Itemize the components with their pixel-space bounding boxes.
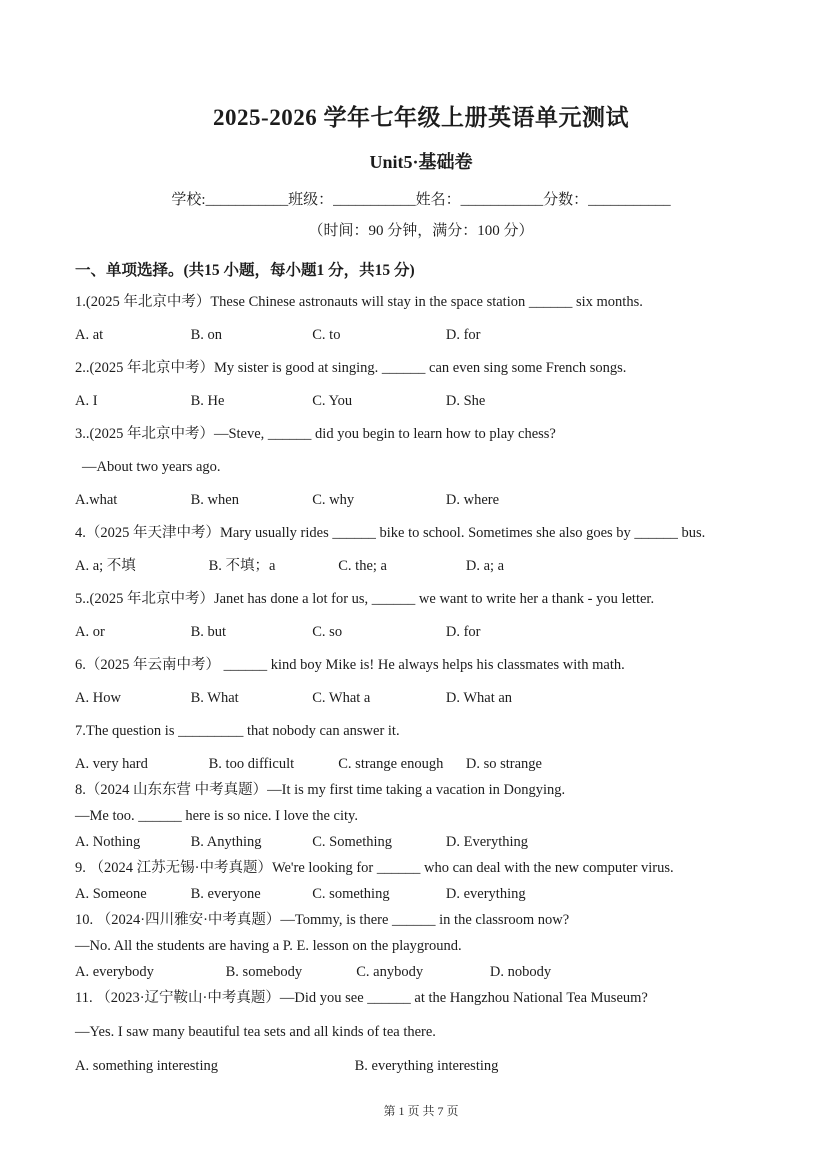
option-b: B. but xyxy=(190,624,227,640)
option-a: A. very hard xyxy=(75,756,148,772)
option-d: D. She xyxy=(445,393,486,409)
option-b: B. He xyxy=(190,393,225,409)
option-b: B. everyone xyxy=(190,886,261,902)
question-10-options xyxy=(75,962,767,982)
option-d: D. What an xyxy=(445,690,513,706)
page-subtitle: Unit5·基础卷 xyxy=(369,152,473,172)
option-d: D. nobody xyxy=(489,964,552,980)
question-8-reply: —Me too. ______ here is so nice. I love the city. xyxy=(75,808,358,824)
question-9-options xyxy=(75,884,767,904)
option-b: B. somebody xyxy=(225,964,303,980)
question-6-text: 6.（2025 年云南中考） ______ kind boy Mike is! He always helps his classmates with math. xyxy=(75,657,625,673)
option-a: A. How xyxy=(75,690,121,706)
option-d: D. Everything xyxy=(445,834,529,850)
question-8 xyxy=(75,780,767,852)
question-5-text: 5..(2025 年北京中考）Janet has done a lot for us, ______ we want to write her a thank - you letter. xyxy=(75,591,655,607)
question-6-options xyxy=(75,688,767,708)
option-a: A. I xyxy=(75,393,98,409)
option-a: A. Someone xyxy=(75,886,147,902)
question-11-options xyxy=(75,1056,767,1076)
question-2-options xyxy=(75,391,767,411)
question-8-text: 8.（2024 山东东营 中考真题）—It is my first time taking a vacation in Dongying. xyxy=(75,782,566,798)
question-10-reply: —No. All the students are having a P. E. lesson on the playground. xyxy=(75,938,462,954)
page-footer: 第 1 页 共 7 页 xyxy=(383,1104,459,1118)
option-c: C. strange enough xyxy=(338,756,444,772)
question-1 xyxy=(75,292,767,345)
student-info-line: 学校:___________班级：___________姓名：___________分数：___________ xyxy=(171,192,671,208)
option-b: B. when xyxy=(190,492,239,508)
option-c: C. so xyxy=(312,624,343,640)
option-b: B. What xyxy=(190,690,239,706)
question-5 xyxy=(75,589,767,642)
question-8-options xyxy=(75,832,767,852)
question-4-text: 4.（2025 年天津中考）Mary usually rides ______ bike to school. Sometimes she also goes by ______ bus. xyxy=(75,525,706,541)
option-a: A. something interesting xyxy=(75,1058,218,1074)
option-c: C. why xyxy=(312,492,355,508)
option-c: C. anybody xyxy=(356,964,424,980)
question-11 xyxy=(75,988,767,1076)
question-4 xyxy=(75,523,767,576)
option-b: B. everything interesting xyxy=(354,1058,499,1074)
option-a: A. or xyxy=(75,624,105,640)
option-b: B. too difficult xyxy=(208,756,295,772)
option-d: D. for xyxy=(445,327,481,343)
option-b: B. Anything xyxy=(190,834,262,850)
question-6 xyxy=(75,655,767,708)
option-d: D. where xyxy=(445,492,500,508)
question-2 xyxy=(75,358,767,411)
option-c: C. You xyxy=(312,393,353,409)
question-2-text: 2..(2025 年北京中考）My sister is good at singing. ______ can even sing some French songs. xyxy=(75,360,627,376)
question-11-text: 11. （2023·辽宁鞍山·中考真题）—Did you see ______ at the Hangzhou National Tea Museum? xyxy=(75,990,648,1006)
question-7-text: 7.The question is _________ that nobody can answer it. xyxy=(75,723,400,739)
question-3-options xyxy=(75,490,767,510)
question-10-text: 10. （2024·四川雅安·中考真题）—Tommy, is there ______ in the classroom now? xyxy=(75,912,570,928)
option-d: D. for xyxy=(445,624,481,640)
question-7 xyxy=(75,721,767,774)
option-b: B. on xyxy=(190,327,223,343)
question-5-options xyxy=(75,622,767,642)
option-c: C. What a xyxy=(312,690,371,706)
question-10 xyxy=(75,910,767,982)
question-1-options xyxy=(75,325,767,345)
question-3 xyxy=(75,424,767,510)
question-3-reply: —About two years ago. xyxy=(82,459,221,475)
question-11-reply: —Yes. I saw many beautiful tea sets and all kinds of tea there. xyxy=(75,1024,436,1040)
option-a: A.what xyxy=(75,492,118,508)
question-1-text: 1.(2025 年北京中考）These Chinese astronauts will stay in the space station ______ six months. xyxy=(75,294,643,310)
option-d: D. everything xyxy=(445,886,526,902)
option-c: C. Something xyxy=(312,834,393,850)
option-c: C. something xyxy=(312,886,390,902)
option-a: A. at xyxy=(75,327,104,343)
section-one-title: 一、单项选择。(共15 小题，每小题1 分，共15 分) xyxy=(75,262,415,279)
option-b: B. 不填；a xyxy=(208,558,276,574)
option-a: A. a; 不填 xyxy=(75,558,136,574)
option-d: D. so strange xyxy=(465,756,542,772)
time-score-line: （时间：90 分钟，满分：100 分） xyxy=(308,223,534,239)
page-title: 2025-2026 学年七年级上册英语单元测试 xyxy=(213,105,629,130)
option-d: D. a; a xyxy=(465,558,505,574)
option-c: C. to xyxy=(312,327,341,343)
question-9-text: 9. （2024 江苏无锡·中考真题）We're looking for ______ who can deal with the new computer virus. xyxy=(75,860,674,876)
option-a: A. Nothing xyxy=(75,834,141,850)
option-a: A. everybody xyxy=(75,964,154,980)
question-9 xyxy=(75,858,767,904)
question-7-options xyxy=(75,754,767,774)
question-3-text: 3..(2025 年北京中考）—Steve, ______ did you begin to learn how to play chess? xyxy=(75,426,556,442)
option-c: C. the; a xyxy=(338,558,387,574)
question-4-options xyxy=(75,556,767,576)
